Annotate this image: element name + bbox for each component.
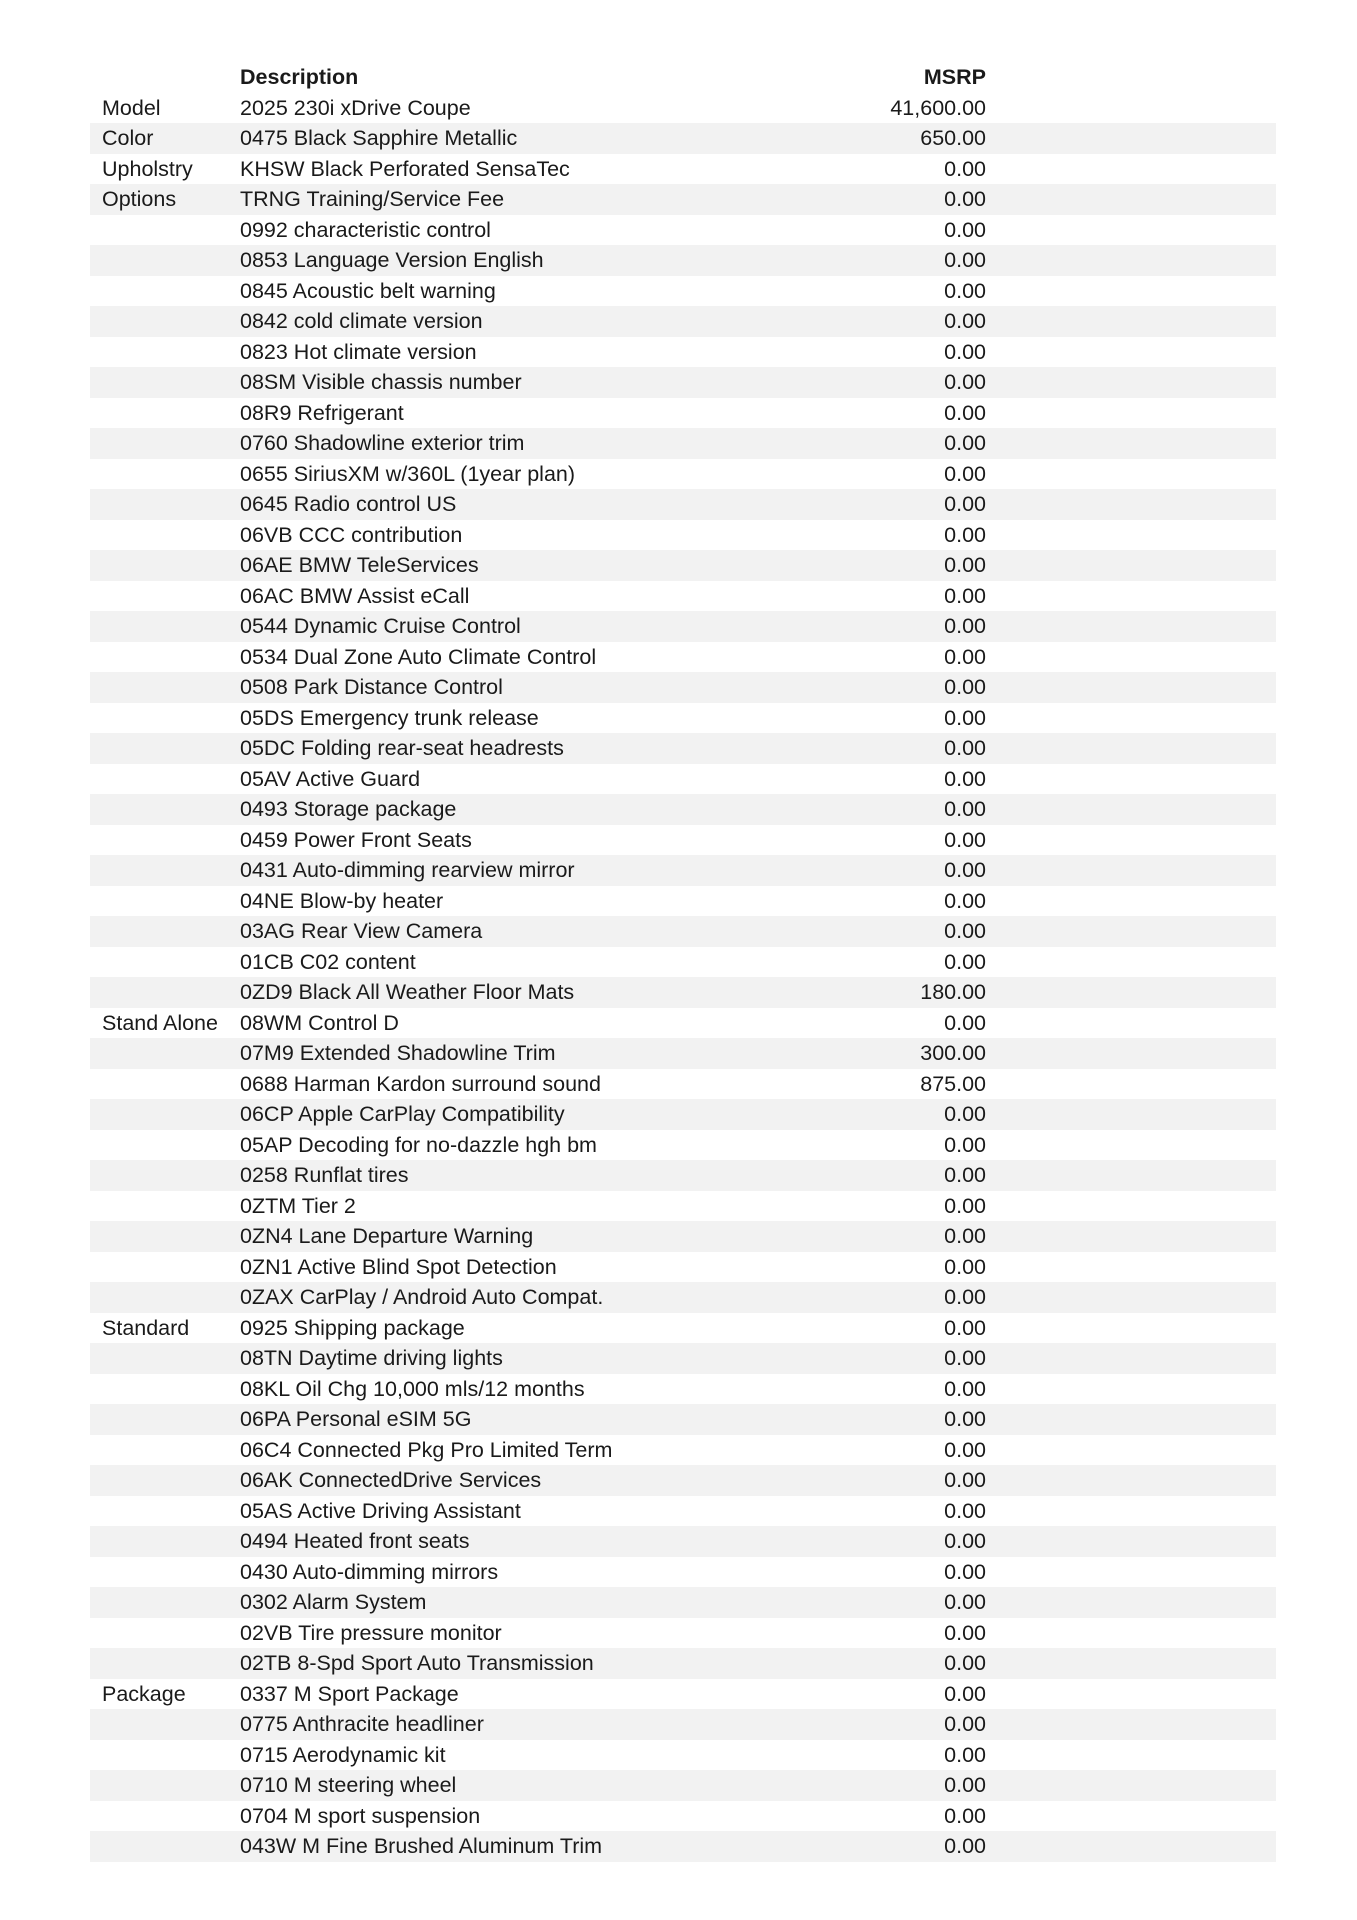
row-description: 04NE Blow-by heater — [240, 888, 444, 913]
row-description: 08R9 Refrigerant — [240, 400, 404, 425]
row-msrp: 0.00 — [944, 1315, 986, 1340]
row-msrp: 0.00 — [944, 553, 986, 577]
table-row — [90, 764, 1276, 795]
table-row — [90, 825, 1276, 856]
table-row — [90, 581, 1276, 612]
row-description: 08WM Control D — [240, 1010, 399, 1035]
row-description: 0475 Black Sapphire Metallic — [240, 126, 518, 150]
row-msrp: 0.00 — [944, 1651, 986, 1675]
row-msrp: 0.00 — [944, 339, 986, 364]
table-body — [90, 93, 1276, 1862]
row-msrp: 0.00 — [944, 1620, 986, 1645]
row-msrp: 0.00 — [944, 1498, 986, 1523]
row-description: 0493 Storage package — [240, 797, 457, 821]
row-description: 0431 Auto-dimming rearview mirror — [240, 858, 575, 882]
row-msrp: 0.00 — [944, 1407, 986, 1431]
row-description: 2025 230i xDrive Coupe — [240, 95, 471, 120]
table-row — [90, 1130, 1276, 1161]
row-description: 0ZN4 Lane Departure Warning — [240, 1224, 534, 1248]
row-msrp: 0.00 — [944, 736, 986, 760]
row-description: 06VB CCC contribution — [240, 522, 463, 547]
row-msrp: 0.00 — [944, 1468, 986, 1492]
row-description: 02VB Tire pressure monitor — [240, 1620, 502, 1645]
row-msrp: 875.00 — [920, 1071, 986, 1096]
table-row — [90, 1252, 1276, 1283]
row-description: 0775 Anthracite headliner — [240, 1712, 484, 1736]
table-row — [90, 1313, 1276, 1344]
row-description: 05AP Decoding for no-dazzle hgh bm — [240, 1132, 597, 1157]
row-msrp: 0.00 — [944, 1834, 986, 1858]
table-row — [90, 947, 1276, 978]
row-description: 06C4 Connected Pkg Pro Limited Term — [240, 1437, 613, 1462]
row-description: 06AC BMW Assist eCall — [240, 583, 470, 608]
table-row — [90, 93, 1276, 124]
table-row — [90, 398, 1276, 429]
row-description: 0925 Shipping package — [240, 1315, 465, 1340]
row-description: 0430 Auto-dimming mirrors — [240, 1559, 499, 1584]
row-description: 0ZTM Tier 2 — [240, 1193, 356, 1218]
table-row — [90, 1343, 1276, 1374]
table-row — [90, 855, 1276, 886]
table-row — [90, 1526, 1276, 1557]
row-msrp: 0.00 — [944, 583, 986, 608]
table-row — [90, 1008, 1276, 1039]
row-description: 07M9 Extended Shadowline Trim — [240, 1041, 556, 1065]
row-msrp: 0.00 — [944, 1437, 986, 1462]
row-description: 0258 Runflat tires — [240, 1163, 409, 1187]
table-row — [90, 1740, 1276, 1771]
row-description: 05AS Active Driving Assistant — [240, 1498, 521, 1523]
table-row — [90, 703, 1276, 734]
row-description: 05AV Active Guard — [240, 766, 421, 791]
table-row — [90, 1282, 1276, 1313]
table-row — [90, 1465, 1276, 1496]
table-row — [90, 1160, 1276, 1191]
table-row — [90, 184, 1276, 215]
row-msrp: 0.00 — [944, 1559, 986, 1584]
row-description: 0710 M steering wheel — [240, 1773, 457, 1797]
row-category: Model — [102, 95, 161, 120]
row-msrp: 650.00 — [920, 126, 986, 150]
row-description: 02TB 8-Spd Sport Auto Transmission — [240, 1651, 594, 1675]
table-header — [90, 62, 1276, 93]
row-msrp: 0.00 — [944, 248, 986, 272]
row-description: 06AK ConnectedDrive Services — [240, 1468, 542, 1492]
row-msrp: 0.00 — [944, 1102, 986, 1126]
table-row — [90, 550, 1276, 581]
table-row — [90, 337, 1276, 368]
table-row — [90, 245, 1276, 276]
table-row — [90, 1069, 1276, 1100]
row-msrp: 0.00 — [944, 1376, 986, 1401]
row-msrp: 0.00 — [944, 705, 986, 730]
row-msrp: 0.00 — [944, 766, 986, 791]
row-category: Options — [102, 187, 177, 211]
row-description: 0760 Shadowline exterior trim — [240, 431, 525, 455]
row-msrp: 0.00 — [944, 1010, 986, 1035]
row-msrp: 0.00 — [944, 1742, 986, 1767]
row-description: 0645 Radio control US — [240, 492, 457, 516]
row-msrp: 0.00 — [944, 1254, 986, 1279]
table-row — [90, 306, 1276, 337]
row-msrp: 0.00 — [944, 492, 986, 516]
table-row — [90, 1191, 1276, 1222]
row-category: Standard — [102, 1315, 190, 1340]
row-msrp: 0.00 — [944, 675, 986, 699]
row-description: 06PA Personal eSIM 5G — [240, 1407, 472, 1431]
row-msrp: 0.00 — [944, 797, 986, 821]
table-row — [90, 489, 1276, 520]
row-msrp: 180.00 — [920, 980, 986, 1004]
options-table — [90, 62, 1276, 1862]
row-msrp: 0.00 — [944, 858, 986, 882]
table-row — [90, 1648, 1276, 1679]
row-description: TRNG Training/Service Fee — [240, 187, 505, 211]
row-msrp: 0.00 — [944, 187, 986, 211]
table-row — [90, 1404, 1276, 1435]
table-row — [90, 1038, 1276, 1069]
row-msrp: 0.00 — [944, 1193, 986, 1218]
row-msrp: 0.00 — [944, 278, 986, 303]
row-category: Package — [102, 1681, 186, 1706]
row-msrp: 0.00 — [944, 919, 986, 943]
row-description: 06AE BMW TeleServices — [240, 553, 479, 577]
row-description: 08TN Daytime driving lights — [240, 1346, 503, 1370]
table-row — [90, 459, 1276, 490]
row-description: 06CP Apple CarPlay Compatibility — [240, 1102, 565, 1126]
row-msrp: 0.00 — [944, 1773, 986, 1797]
row-msrp: 0.00 — [944, 461, 986, 486]
row-msrp: 0.00 — [944, 1681, 986, 1706]
row-msrp: 0.00 — [944, 370, 986, 394]
row-description: 0508 Park Distance Control — [240, 675, 503, 699]
row-category: Color — [102, 126, 154, 150]
table-row — [90, 672, 1276, 703]
row-description: 0715 Aerodynamic kit — [240, 1742, 446, 1767]
row-msrp: 0.00 — [944, 1285, 986, 1309]
table-row — [90, 215, 1276, 246]
table-row — [90, 977, 1276, 1008]
row-msrp: 41,600.00 — [890, 95, 986, 120]
table-row — [90, 1618, 1276, 1649]
row-description: 05DS Emergency trunk release — [240, 705, 539, 730]
row-description: 0494 Heated front seats — [240, 1529, 470, 1553]
row-msrp: 0.00 — [944, 1712, 986, 1736]
header-description: Description — [240, 65, 359, 89]
row-description: KHSW Black Perforated SensaTec — [240, 156, 570, 181]
row-category: Stand Alone — [102, 1010, 218, 1035]
table-row — [90, 916, 1276, 947]
row-msrp: 0.00 — [944, 1224, 986, 1248]
row-description: 0704 M sport suspension — [240, 1803, 481, 1828]
row-msrp: 0.00 — [944, 949, 986, 974]
row-msrp: 300.00 — [920, 1041, 986, 1065]
table-row — [90, 154, 1276, 185]
row-description: 0ZAX CarPlay / Android Auto Compat. — [240, 1285, 604, 1309]
table-row — [90, 1221, 1276, 1252]
row-description: 0842 cold climate version — [240, 309, 483, 333]
row-description: 0534 Dual Zone Auto Climate Control — [240, 644, 597, 669]
row-msrp: 0.00 — [944, 614, 986, 638]
table-row — [90, 733, 1276, 764]
table-row — [90, 886, 1276, 917]
row-msrp: 0.00 — [944, 431, 986, 455]
table-row — [90, 1770, 1276, 1801]
table-row — [90, 1099, 1276, 1130]
row-description: 08KL Oil Chg 10,000 mls/12 months — [240, 1376, 585, 1401]
table-row — [90, 1435, 1276, 1466]
row-description: 0ZD9 Black All Weather Floor Mats — [240, 980, 575, 1004]
table-row — [90, 1831, 1276, 1862]
table-row — [90, 611, 1276, 642]
table-row — [90, 1679, 1276, 1710]
table-row — [90, 1709, 1276, 1740]
row-description: 0823 Hot climate version — [240, 339, 477, 364]
row-description: 0853 Language Version English — [240, 248, 544, 272]
row-msrp: 0.00 — [944, 888, 986, 913]
row-description: 03AG Rear View Camera — [240, 919, 483, 943]
row-description: 01CB C02 content — [240, 949, 416, 974]
row-description: 043W M Fine Brushed Aluminum Trim — [240, 1834, 603, 1858]
row-description: 08SM Visible chassis number — [240, 370, 522, 394]
row-msrp: 0.00 — [944, 309, 986, 333]
row-msrp: 0.00 — [944, 400, 986, 425]
row-msrp: 0.00 — [944, 217, 986, 242]
table-row — [90, 1557, 1276, 1588]
row-description: 0337 M Sport Package — [240, 1681, 459, 1706]
row-category: Upholstry — [102, 156, 193, 181]
row-description: 05DC Folding rear-seat headrests — [240, 736, 564, 760]
row-description: 0ZN1 Active Blind Spot Detection — [240, 1254, 557, 1279]
table-row — [90, 794, 1276, 825]
row-msrp: 0.00 — [944, 1803, 986, 1828]
table-row — [90, 1374, 1276, 1405]
row-description: 0459 Power Front Seats — [240, 827, 472, 852]
table-row — [90, 642, 1276, 673]
row-msrp: 0.00 — [944, 644, 986, 669]
row-msrp: 0.00 — [944, 156, 986, 181]
table-row — [90, 367, 1276, 398]
row-description: 0845 Acoustic belt warning — [240, 278, 496, 303]
table-row — [90, 1587, 1276, 1618]
row-msrp: 0.00 — [944, 827, 986, 852]
row-msrp: 0.00 — [944, 1132, 986, 1157]
row-description: 0688 Harman Kardon surround sound — [240, 1071, 601, 1096]
row-description: 0302 Alarm System — [240, 1590, 427, 1614]
row-description: 0992 characteristic control — [240, 217, 491, 242]
row-msrp: 0.00 — [944, 1590, 986, 1614]
header-msrp: MSRP — [923, 65, 986, 89]
table-row — [90, 123, 1276, 154]
row-msrp: 0.00 — [944, 522, 986, 547]
table-row — [90, 428, 1276, 459]
row-description: 0544 Dynamic Cruise Control — [240, 614, 521, 638]
table-row — [90, 1496, 1276, 1527]
table-row — [90, 276, 1276, 307]
row-description: 0655 SiriusXM w/360L (1year plan) — [240, 461, 576, 486]
row-msrp: 0.00 — [944, 1346, 986, 1370]
table-row — [90, 520, 1276, 551]
table-row — [90, 1801, 1276, 1832]
row-msrp: 0.00 — [944, 1529, 986, 1553]
row-msrp: 0.00 — [944, 1163, 986, 1187]
